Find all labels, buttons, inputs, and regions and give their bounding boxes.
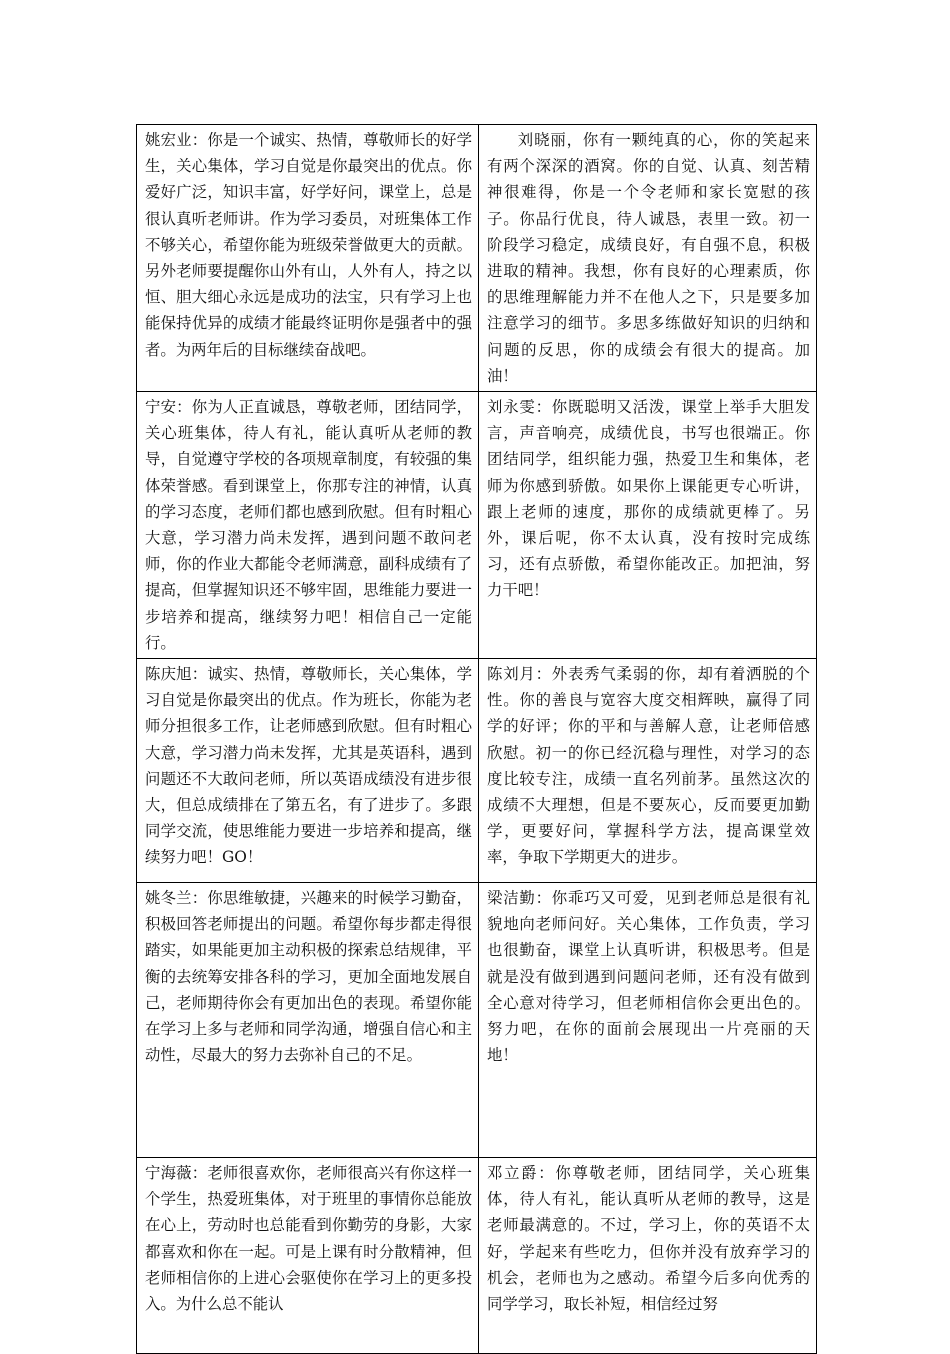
comment-text: 刘晓丽，你有一颗纯真的心，你的笑起来有两个深深的酒窝。你的自觉、认真、刻苦精神很难得，你是一个令老师和家长宽慰的孩子。你品行优良，待人诚恳，表里一致。初一阶段学习稳定，成绩良好，有自强不息，积极进取的精神。我想，你有良好的心理素质，你的思维理解能力并不在他人之下，只是要多加注意学习的细节。多思多练做好知识的归纳和问题的反思，你的成绩会有很大的提高。加油！ [487, 131, 810, 385]
comment-cell-right [479, 883, 817, 1158]
comment-cell-left [137, 883, 479, 1158]
table-row [137, 659, 817, 883]
comment-cell-right [479, 1158, 817, 1354]
comment-text: 宁安：你为人正直诚恳，尊敬老师，团结同学，关心班集体，待人有礼，能认真听从老师的教导，自觉遵守学校的各项规章制度，有较强的集体荣誉感。看到课堂上，你那专注的神情，认真的学习态度，老师们都也感到欣慰。但有时粗心大意，学习潜力尚未发挥，遇到问题不敢问老师，你的作业大都能令老师满意，副科成绩有了提高，但掌握知识还不够牢固，思维能力要进一步培养和提高，继续努力吧！相信自己一定能行。 [145, 398, 472, 652]
table-row [137, 883, 817, 1158]
comment-cell-left [137, 125, 479, 392]
comments-table [136, 124, 817, 1354]
comment-text: 宁海薇：老师很喜欢你，老师很高兴有你这样一个学生，热爱班集体，对于班里的事情你总能放在心上，劳动时也总能看到你勤劳的身影，大家都喜欢和你在一起。可是上课有时分散精神，但老师相信你的上进心会驱使你在学习上的更多投入。为什么总不能认 [145, 1164, 472, 1314]
comment-cell-right [479, 125, 817, 392]
comment-cell-left [137, 659, 479, 883]
comment-cell-left [137, 1158, 479, 1354]
comment-text: 陈庆旭：诚实、热情，尊敬师长，关心集体，学习自觉是你最突出的优点。作为班长，你能为老师分担很多工作，让老师感到欣慰。但有时粗心大意，学习潜力尚未发挥，尤其是英语科，遇到问题还不大敢问老师，所以英语成绩没有进步很大，但总成绩排在了第五名，有了进步了。多跟同学交流，使思维能力要进一步培养和提高，继续努力吧！GO！ [145, 665, 472, 867]
table-row [137, 392, 817, 659]
comment-text: 邓立爵：你尊敬老师，团结同学，关心班集体，待人有礼，能认真听从老师的教导，这是老师最满意的。不过，学习上，你的英语不太好，学起来有些吃力，但你并没有放弃学习的机会，老师也为之感动。希望今后多向优秀的同学学习，取长补短，相信经过努 [487, 1164, 810, 1314]
comment-text: 陈刘月：外表秀气柔弱的你，却有着洒脱的个性。你的善良与宽容大度交相辉映，赢得了同学的好评；你的平和与善解人意，让老师倍感欣慰。初一的你已经沉稳与理性，对学习的态度比较专注，成绩一直名列前茅。虽然这次的成绩不大理想，但是不要灰心，反而要更加勤学，更要好问，掌握科学方法，提高课堂效率，争取下学期更大的进步。 [487, 665, 810, 867]
comment-cell-left [137, 392, 479, 659]
table-row [137, 1158, 817, 1354]
comment-cell-right [479, 659, 817, 883]
comment-text: 姚冬兰：你思维敏捷，兴趣来的时候学习勤奋，积极回答老师提出的问题。希望你每步都走得很踏实，如果能更加主动积极的探索总结规律，平衡的去统筹安排各科的学习，更加全面地发展自己，老师期待你会有更加出色的表现。希望你能在学习上多与老师和同学沟通，增强自信心和主动性，尽最大的努力去弥补自己的不足。 [145, 889, 472, 1065]
comment-text: 梁洁勤：你乖巧又可爱，见到老师总是很有礼貌地向老师问好。关心集体，工作负责，学习也很勤奋，课堂上认真听讲，积极思考。但是就是没有做到遇到问题问老师，还有没有做到全心意对待学习，但老师相信你会更出色的。努力吧，在你的面前会展现出一片亮丽的天地！ [487, 889, 810, 1065]
comment-cell-right [479, 392, 817, 659]
table-row [137, 125, 817, 392]
comment-text: 姚宏业：你是一个诚实、热情，尊敬师长的好学生，关心集体，学习自觉是你最突出的优点。你爱好广泛，知识丰富，好学好问，课堂上，总是很认真听老师讲。作为学习委员，对班集体工作不够关心，希望你能为班级荣誉做更大的贡献。另外老师要提醒你山外有山，人外有人，持之以恒、胆大细心永远是成功的法宝，只有学习上也能保持优异的成绩才能最终证明你是强者中的强者。为两年后的目标继续奋战吧。 [145, 131, 472, 359]
comment-text: 刘永雯：你既聪明又活泼，课堂上举手大胆发言，声音响亮，成绩优良，书写也很端正。你团结同学，组织能力强，热爱卫生和集体，老师为你感到骄傲。如果你上课能更专心听讲，跟上老师的速度，那你的成绩就更棒了。另外，课后呢，你不太认真，没有按时完成练习，还有点骄傲，希望你能改正。加把油，努力干吧！ [487, 398, 810, 600]
